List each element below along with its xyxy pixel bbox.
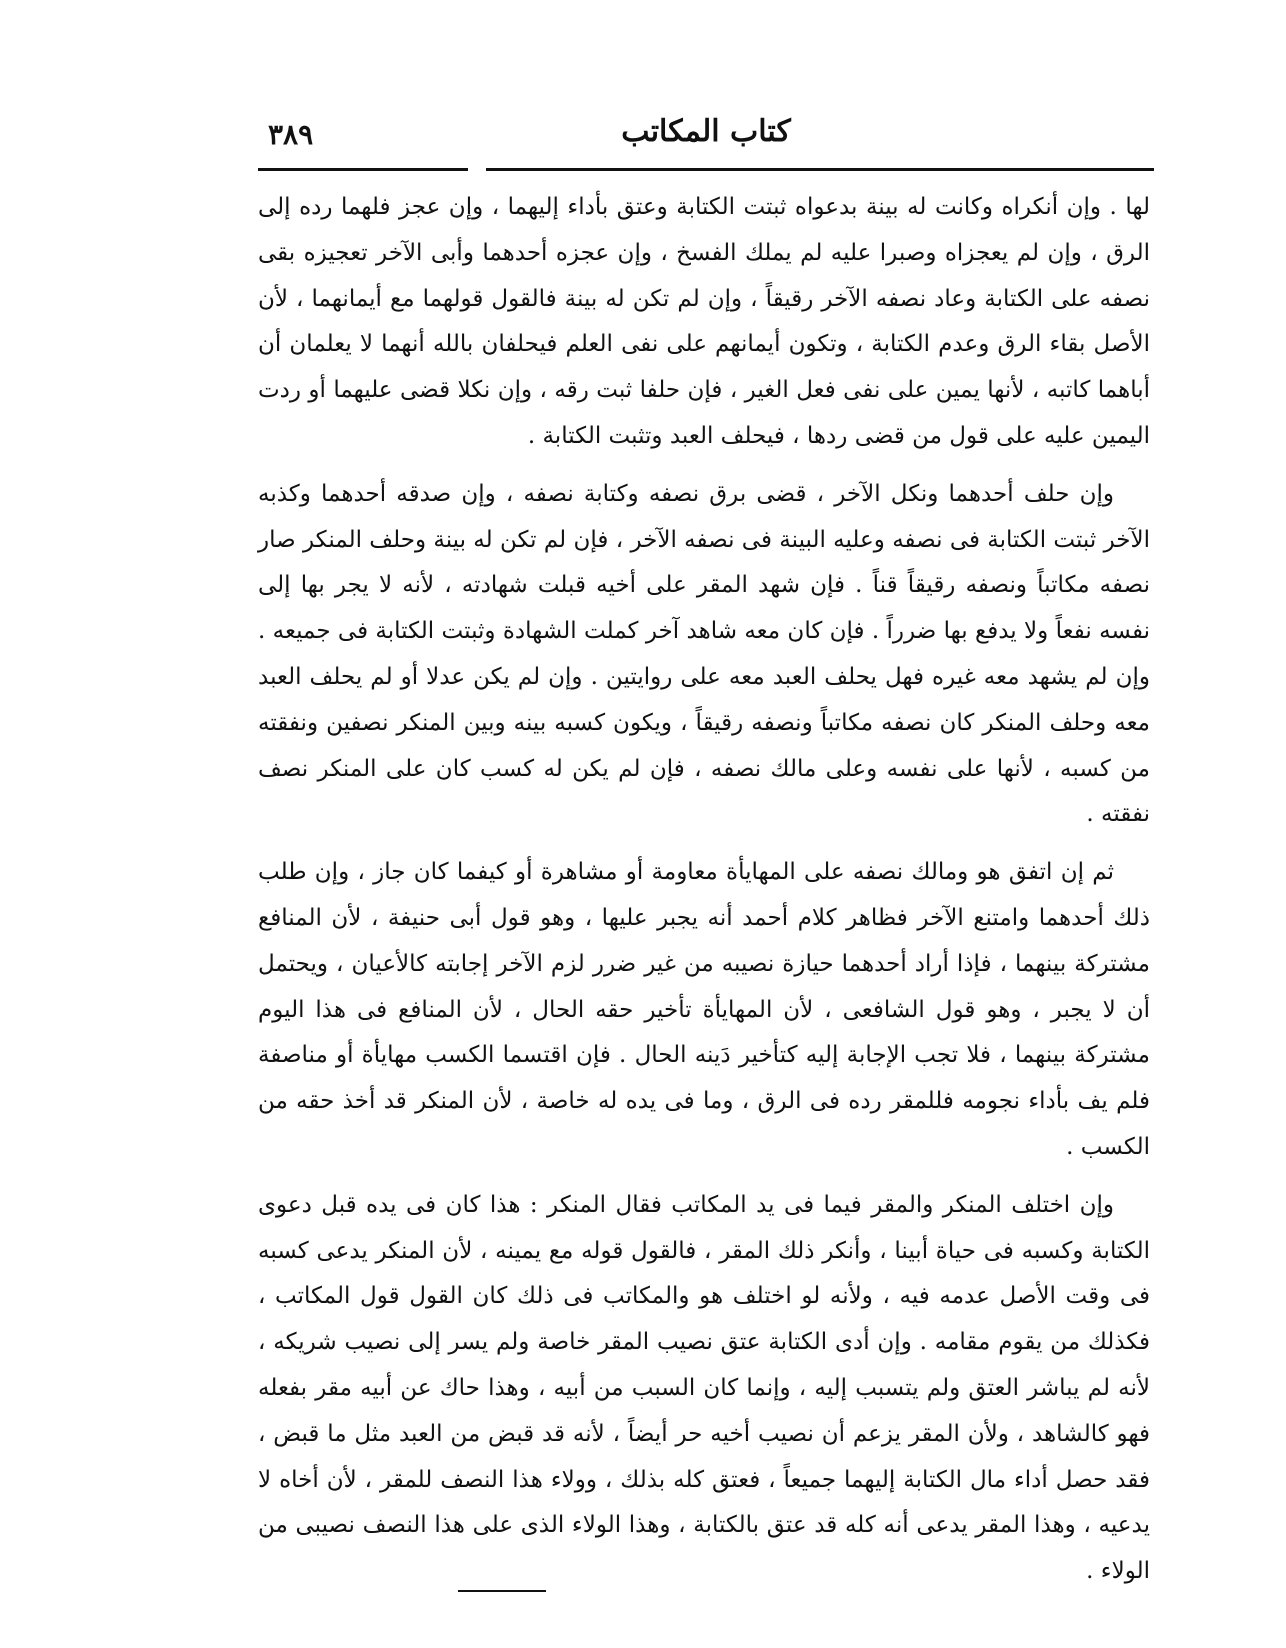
header-rule-left: [258, 168, 468, 171]
paragraph: لها . وإن أنكراه وكانت له بينة بدعواه ثبتت الكتابة وعتق بأداء إليهما ، وإن عجز فلهما رده إلى الرق ، وإن لم يعجزاه وصبرا عليه لم يملك الفسخ ، وإن عجزه أحدهما وأبى الآخر تعجيزه بقى نصفه على الكتابة وعاد نصفه الآخر رقيقاً ، وإن لم تكن له بينة فالقول قولهما مع أيمانهما ، لأن الأصل بقاء الرق وعدم الكتابة ، وتكون أيمانهم على نفى العلم فيحلفان بالله أنهما لا يعلمان أن أباهما كاتبه ، لأنها يمين على نفى فعل الغير ، فإن حلفا ثبت رقه ، وإن نكلا قضى عليهما أو ردت اليمين عليه على قول من قضى ردها ، فيحلف العبد وتثبت الكتابة .: [258, 194, 1150, 449]
paragraph: ثم إن اتفق هو ومالك نصفه على المهايأة معاومة أو مشاهرة أو كيفما كان جاز ، وإن طلب ذلك أحدهما وامتنع الآخر فظاهر كلام أحمد أنه يجبر عليها ، وهو قول أبى حنيفة ، لأن المنافع مشتركة بينهما ، فإذا أراد أحدهما حيازة نصيبه من غير ضرر لزم الآخر إجابته كالأعيان ، ويحتمل أن لا يجبر ، وهو قول الشافعى ، لأن المهايأة تأخير حقه الحال ، لأن المنافع فى هذا اليوم مشتركة بينهما ، فلا تجب الإجابة إليه كتأخير دَينه الحال . فإن اقتسما الكسب مهايأة أو مناصفة فلم يف بأداء نجومه فللمقر رده فى الرق ، وما فى يده له خاصة ، لأن المنكر قد أخذ حقه من الكسب .: [258, 859, 1150, 1160]
running-title: كتاب المكاتب: [621, 114, 791, 149]
paragraph: وإن حلف أحدهما ونكل الآخر ، قضى برق نصفه وكتابة نصفه ، وإن صدقه أحدهما وكذبه الآخر ثبتت الكتابة فى نصفه وعليه البينة فى نصفه الآخر ، فإن لم تكن له بينة وحلف المنكر صار نصفه مكاتباً ونصفه رقيقاً قناً . فإن شهد المقر على أخيه قبلت شهادته ، لأنه لا يجر بها إلى نفسه نفعاً ولا يدفع بها ضرراً . فإن كان معه شاهد آخر كملت الشهادة وثبتت الكتابة فى جميعه . وإن لم يشهد معه غيره فهل يحلف العبد معه على روايتين . وإن لم يكن عدلا أو لم يحلف العبد معه وحلف المنكر كان نصفه مكاتباً ونصفه رقيقاً ، ويكون كسبه بينه وبين المنكر نصفين ونفقته من كسبه ، لأنها على نفسه وعلى مالك نصفه ، فإن لم يكن له كسب كان على المنكر نصف نفقته .: [258, 480, 1150, 828]
page-number: ٣٨٩: [268, 118, 314, 151]
page-header: [258, 114, 1154, 168]
paragraph: وإن اختلف المنكر والمقر فيما فى يد المكاتب فقال المنكر : هذا كان فى يده قبل دعوى الكتابة وكسبه فى حياة أبينا ، وأنكر ذلك المقر ، فالقول قوله مع يمينه ، لأن المنكر يدعى كسبه فى وقت الأصل عدمه فيه ، ولأنه لو اختلف هو والمكاتب فى ذلك كان القول قول المكاتب ، فكذلك من يقوم مقامه . وإن أدى الكتابة عتق نصيب المقر خاصة ولم يسر إلى نصيب شريكه ، لأنه لم يباشر العتق ولم يتسبب إليه ، وإنما كان السبب من أبيه ، وهذا حاك عن أبيه مقر بفعله فهو كالشاهد ، ولأن المقر يزعم أن نصيب أخيه حر أيضاً ، لأنه قد قبض من العبد مثل ما قبض ، فقد حصل أداء مال الكتابة إليهما جميعاً ، فعتق كله بذلك ، وولاء هذا النصف للمقر ، لأن أخاه لا يدعيه ، وهذا المقر يدعى أنه كله قد عتق بالكتابة ، وهذا الولاء الذى على هذا النصف نصيبى من الولاء .: [258, 1191, 1150, 1585]
footer-rule: [458, 1590, 546, 1592]
header-rule-right: [486, 168, 1154, 171]
body-text: [258, 185, 1150, 1595]
